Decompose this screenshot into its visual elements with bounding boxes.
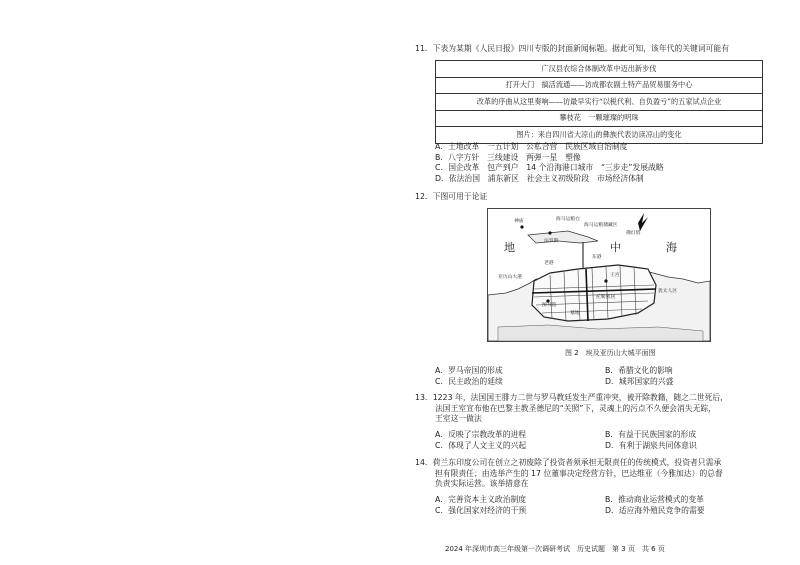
q11-stem-text: 11．下表为某期《人民日报》四川专版的封面新闻标题。据此可知，该年代的关键词可能有: [415, 44, 729, 53]
q13-stem-line: 王室这一做法: [435, 414, 482, 424]
q11-table-row: 图片：来自四川省大凉山的彝族代表访读凉山的变化: [436, 127, 763, 144]
exam-page: [415, 0, 785, 565]
map-label-sea-mid: 中: [610, 241, 621, 254]
q12-option-a: A．罗马帝国的形成: [435, 366, 503, 375]
q13-option-d: D．有利于湖泉共同体意识: [605, 440, 697, 450]
q11-table-row: 攀枝花 一颗璀璨的明珠: [436, 110, 763, 127]
map-label: 海马运粮储藏区: [584, 223, 618, 228]
q11-option-b: B．八字方针 三线建设 两弹一星 塑像: [435, 152, 581, 162]
q14-option-c: C．强化国家对经济的干预: [435, 505, 527, 515]
map-label: 亚历山大港: [498, 275, 522, 280]
pharos-island: [528, 231, 598, 243]
lighthouse-icon: [638, 213, 648, 231]
q14-stem-line: 14．荷兰东印度公司在创立之初废除了投资者须承担无限责任的传统模式，投资者只需承: [415, 458, 722, 467]
map-caption: 图 2 埃及亚历山大城平面图: [565, 349, 656, 357]
map-label: 东港: [592, 255, 602, 260]
question-11-stem: [415, 44, 785, 55]
q13-stem-line: 法国王室宣布他在巴黎主教圣德尼的“关照”下，灵魂上的污点不久便会消失无踪，: [435, 403, 716, 413]
q12-option-b: B．希腊文化的影响: [605, 366, 673, 375]
q14-option-b: B．推动商业运营模式的变革: [605, 495, 704, 504]
map-label: 墓地: [570, 311, 580, 316]
map-label: 图书馆: [542, 303, 557, 308]
question-13-stem: [415, 393, 785, 425]
pharos-dot-icon: [548, 231, 551, 234]
map-label: 老港: [544, 261, 554, 266]
q14-option-d: D．适应海外殖民竞争的需要: [605, 505, 705, 515]
page-footer: 2024 年深圳市高三年级第一次调研考试 历史试题 第 3 页 共 6 页: [445, 545, 665, 553]
q13-option-c: C．体现了人文主义的兴起: [435, 440, 527, 450]
map-label: 法罗斯: [544, 239, 559, 244]
q13-stem-line: 13．1223 年，法国国王腓力二世与罗马教廷发生严重冲突，被开除教籍，随之二世死后，: [415, 393, 728, 402]
map-label-sea-right: 海: [666, 241, 677, 254]
map-label: 王宫: [610, 273, 620, 278]
q14-stem-line: 担有限责任；由选举产生的 17 位董事决定经营方针，巴达维亚（今雅加达）的总督: [435, 468, 723, 478]
q14-stem-line: 负责实际运营。该举措意在: [435, 479, 529, 489]
map-label: 神庙: [514, 219, 524, 224]
q14-options: [435, 495, 775, 516]
map-label: 犹太人区: [658, 289, 678, 294]
alexandria-map: [487, 208, 711, 342]
q11-option-c: C．国企改革 包产到户 14 个沿海港口城市 “三步走”发展战略: [435, 163, 664, 173]
q11-table-row: 改革的序曲从这里奏响——访最早实行“以税代利、自负盈亏”的五家试点企业: [436, 94, 763, 111]
q11-table-row: 打开大门 搞活流通——访成都农副土特产品贸易服务中心: [436, 77, 763, 94]
q11-option-a: A．土地改革 一五计划 公私合营 民族区域自治制度: [435, 142, 628, 151]
q12-option-c: C．民主政治的延续: [435, 376, 503, 386]
question-12-stem: [415, 192, 785, 203]
q12-option-d: D．城邦国家的兴盛: [605, 376, 674, 386]
q13-options: [435, 430, 775, 451]
temple-dot-icon: [520, 225, 523, 228]
map-label-sea-left: 地: [504, 241, 515, 254]
q11-option-d: D．依法治国 浦东新区 社会主义初级阶段 市场经济体制: [435, 173, 644, 183]
q13-option-a: A．反映了宗教改革的进程: [435, 430, 527, 439]
q12-options: [435, 366, 775, 387]
q11-headline-table: [435, 60, 763, 144]
q13-option-b: B．有益于民族国家的形成: [605, 430, 697, 439]
palace-dot-icon: [604, 279, 607, 282]
map-label: 托勒密居: [596, 295, 616, 300]
q11-options: [435, 142, 775, 184]
q14-option-a: A．完善资本主义政治制度: [435, 495, 527, 504]
q12-stem-text: 12．下图可用于论证: [415, 192, 488, 201]
q11-table-row: 广汉县农综合体制改革中迈出新步伐: [436, 61, 763, 78]
map-label: 佛灯塔: [626, 231, 641, 236]
question-14-stem: [415, 458, 785, 490]
map-label: 海马运粮仓: [556, 217, 580, 222]
